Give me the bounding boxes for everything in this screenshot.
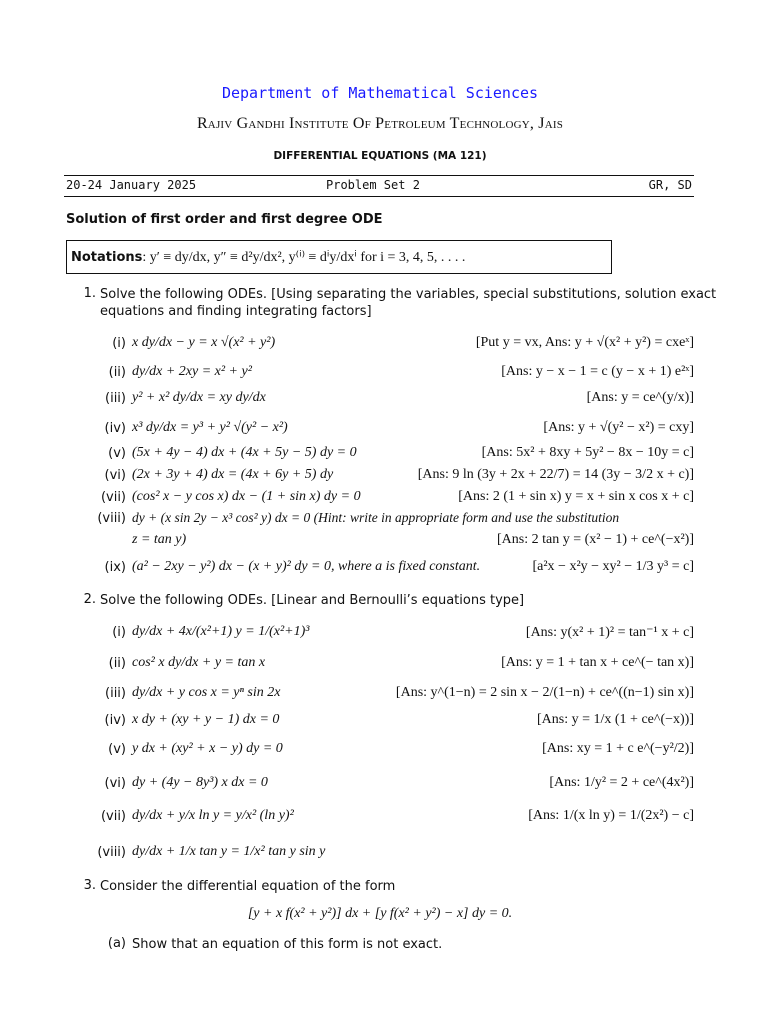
q2-item-answer: [Ans: y = 1/x (1 + ce^(−x))]	[537, 712, 694, 727]
q2-item-number: (iii)	[105, 686, 126, 701]
institute-name: Rajiv Gandhi Institute Of Petroleum Technology, Jais	[196, 115, 564, 132]
q2-item-equation: dy/dx + y cos x = yⁿ sin 2x	[132, 685, 281, 700]
notations-box	[66, 240, 612, 274]
q1-item-equation: x dy/dx − y = x √(x² + y²)	[132, 335, 276, 350]
q2-item-number: (vii)	[100, 809, 126, 824]
q3-sub-text: Show that an equation of this form is not exact.	[132, 937, 443, 952]
q2-item-answer: [Ans: y(x² + 1)² = tan⁻¹ x + c]	[525, 625, 694, 640]
q3-display-equation: [y + x f(x² + y²)] dx + [y f(x² + y²) − x] dy = 0.	[247, 906, 513, 921]
q1-item-number: (ii)	[108, 365, 126, 380]
q2-item-answer: [Ans: 1/y² = 2 + ce^(4x²)]	[549, 775, 694, 790]
q1-item-number: (v)	[108, 446, 126, 461]
q2-item-number: (iv)	[104, 713, 126, 728]
q2-item-answer: [Ans: xy = 1 + c e^(−y²/2)]	[542, 741, 694, 756]
date-text: 20-24 January 2025	[66, 178, 197, 192]
problem-set-label: Problem Set 2	[326, 178, 420, 192]
q1-item-equation-continued: z = tan y)	[132, 532, 187, 547]
q1-item-answer: [Put y = vx, Ans: y + √(x² + y²) = cxeˣ]	[475, 335, 694, 350]
department-title: Department of Mathematical Sciences	[221, 84, 539, 102]
q1-item-number: (viii)	[97, 511, 126, 526]
q2-item-equation: x dy + (xy + y − 1) dx = 0	[132, 712, 280, 727]
q1-item-equation: x³ dy/dx = y³ + y² √(y² − x²)	[132, 420, 288, 435]
q2-item-equation: dy/dx + 4x/(x²+1) y = 1/(x²+1)³	[132, 624, 310, 639]
q2-item-number: (ii)	[108, 656, 126, 671]
q1-item-number: (vi)	[104, 468, 126, 483]
q1-item-answer: [Ans: 2 tan y = (x² − 1) + ce^(−x²)]	[497, 532, 694, 547]
q2-item-number: (v)	[108, 742, 126, 757]
q1-item-equation: dy + (x sin 2y − x³ cos² y) dx = 0 (Hint: write in appropriate form and use the substitution	[132, 510, 620, 525]
instructors-text: GR, SD	[648, 178, 692, 192]
q2-item-answer: [Ans: y = 1 + tan x + ce^(− tan x)]	[501, 655, 694, 670]
q3-text: Consider the differential equation of the form	[100, 879, 396, 894]
top-rule	[64, 175, 694, 176]
q1-item-answer: [Ans: 2 (1 + sin x) y = x + sin x cos x + c]	[458, 489, 694, 504]
q1-item-equation: (2x + 3y + 4) dx = (4x + 6y + 5) dy	[132, 467, 334, 482]
q2-text: Solve the following ODEs. [Linear and Bernoulli’s equations type]	[100, 593, 525, 608]
q2-item-equation: y dx + (xy² + x − y) dy = 0	[132, 741, 283, 756]
notations-text: : y′ ≡ dy/dx, y″ ≡ d²y/dx², y⁽ⁱ⁾ ≡ dⁱy/dxⁱ for i = 3, 4, 5, . . . .	[142, 250, 466, 265]
q3-number: 3.	[83, 878, 96, 893]
q1-item-answer: [Ans: y + √(y² − x²) = cxy]	[543, 420, 694, 435]
q1-item-equation: (5x + 4y − 4) dx + (4x + 5y − 5) dy = 0	[132, 445, 357, 460]
notations-label: Notations	[71, 250, 143, 265]
q2-item-equation: dy/dx + y/x ln y = y/x² (ln y)²	[132, 808, 294, 823]
bottom-rule	[64, 196, 694, 197]
q2-item-number: (vi)	[104, 776, 126, 791]
q1-item-answer: [Ans: y − x − 1 = c (y − x + 1) e²ˣ]	[501, 364, 694, 379]
q1-item-answer: [Ans: y = ce^(y/x)]	[586, 390, 694, 405]
q2-item-number: (i)	[112, 625, 126, 640]
q2-number: 2.	[83, 592, 96, 607]
q2-item-equation: dy + (4y − 8y³) x dx = 0	[132, 775, 268, 790]
q1-text-line2: equations and finding integrating factors]	[100, 304, 372, 319]
q1-item-answer: [Ans: 9 ln (3y + 2x + 22/7) = 14 (3y − 3/2 x + c)]	[417, 467, 694, 482]
q1-item-equation: (cos² x − y cos x) dx − (1 + sin x) dy = 0	[132, 489, 361, 504]
q1-item-equation: dy/dx + 2xy = x² + y²	[132, 364, 252, 379]
course-title: DIFFERENTIAL EQUATIONS (MA 121)	[273, 150, 487, 162]
q1-item-answer: [Ans: 5x² + 8xy + 5y² − 8x − 10y = c]	[481, 445, 694, 460]
q3-sub-number: (a)	[107, 936, 126, 951]
q1-item-number: (i)	[112, 336, 126, 351]
q1-item-number: (iii)	[105, 391, 126, 406]
q2-item-equation: cos² x dy/dx + y = tan x	[132, 655, 266, 670]
q2-item-answer: [Ans: 1/(x ln y) = 1/(2x²) − c]	[528, 808, 694, 823]
q2-item-answer: [Ans: y^(1−n) = 2 sin x − 2/(1−n) + ce^((n−1) sin x)]	[395, 685, 694, 700]
q1-item-equation: y² + x² dy/dx = xy dy/dx	[132, 390, 266, 405]
q1-item-number: (ix)	[104, 560, 126, 575]
q2-item-equation: dy/dx + 1/x tan y = 1/x² tan y sin y	[132, 844, 326, 859]
q1-text-line1: Solve the following ODEs. [Using separating the variables, special substitutions, solution exact	[100, 287, 717, 302]
q1-item-answer: [a²x − x²y − xy² − 1/3 y³ = c]	[532, 559, 694, 574]
q1-item-equation: (a² − 2xy − y²) dx − (x + y)² dy = 0, where a is fixed constant.	[132, 559, 481, 574]
q1-item-number: (vii)	[100, 490, 126, 505]
q2-item-number: (viii)	[97, 845, 126, 860]
section-title: Solution of first order and first degree ODE	[66, 212, 383, 227]
info-bar	[66, 178, 692, 194]
q1-number: 1.	[83, 286, 96, 301]
q1-item-number: (iv)	[104, 421, 126, 436]
